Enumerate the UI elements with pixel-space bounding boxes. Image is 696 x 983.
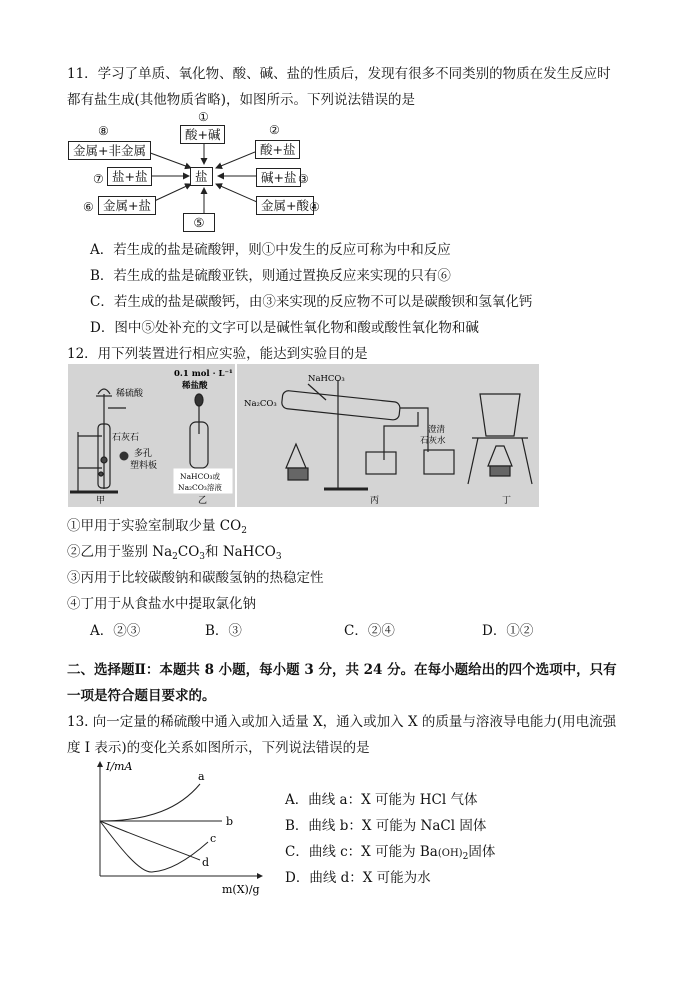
- label-8: ⑧: [98, 124, 109, 138]
- q12-statement-1: [67, 514, 247, 536]
- salt-center-box: 盐: [190, 167, 213, 186]
- curve-a: [100, 784, 200, 821]
- jia-acid-label: 稀硫酸: [116, 389, 144, 399]
- yi-solution-1: NaHCO₃或: [180, 472, 220, 481]
- yi-acid-label: 稀盐酸: [182, 381, 208, 391]
- q11-option-c: C．若生成的盐是碳酸钙，由③来实现的反应物不可以是碳酸钡和氢氧化钙: [90, 294, 533, 310]
- q11-stem-line1: 11．学习了单质、氧化物、酸、碱、盐的性质后，发现有很多不同类别的物质在发生反应时: [67, 66, 611, 82]
- q13-stem-line1: 13. 向一定量的稀硫酸中通入或加入适量 X，通入或加入 X 的质量与溶液导电能力(用电流强: [67, 714, 617, 730]
- q11-option-d: D．图中⑤处补充的文字可以是碱性氧化物和酸或酸性氧化物和碱: [90, 320, 479, 336]
- q13-option-c: [285, 840, 495, 862]
- arrow-2: [216, 152, 255, 168]
- q12-stem: 12．用下列装置进行相应实验，能达到实验目的是: [67, 346, 368, 362]
- q13-option-d: D．曲线 d：X 可能为水: [285, 870, 431, 886]
- q12-statement-4: ④丁用于从食盐水中提取氯化钠: [67, 596, 256, 612]
- q12-choice-d: D．①②: [482, 623, 534, 639]
- section2-heading-line1: 二、选择题Ⅱ：本题共 8 小题，每小题 3 分，共 24 分。在每小题给出的四个选项中，只有: [67, 662, 617, 678]
- porous-plate-icon: [120, 452, 129, 461]
- label-3: ③: [298, 172, 309, 186]
- optc-text: C．曲线 c：X 可能为 Ba: [285, 844, 438, 860]
- label-bing: 丙: [370, 496, 380, 506]
- q13-stem-line2: 度 I 表示)的变化关系如图所示，下列说法错误的是: [67, 740, 370, 756]
- curve-c: [100, 821, 208, 872]
- s2-text-c: 和 NaHCO: [205, 544, 276, 560]
- graph-ylabel: I/mA: [106, 760, 133, 773]
- q12-statement-2: [67, 540, 282, 562]
- q12-statement-3: ③丙用于比较碳酸钠和碳酸氢钠的热稳定性: [67, 570, 324, 586]
- box-metal-nonmetal: 金属+非金属: [68, 141, 151, 160]
- label-yi: 乙: [198, 496, 208, 506]
- arrow-6: [150, 184, 191, 203]
- s2-sub-a: 2: [172, 552, 178, 562]
- jia-plate-label-1: 多孔: [134, 449, 153, 459]
- label-4: ④: [309, 200, 320, 214]
- curve-a-label: a: [198, 770, 205, 783]
- q13-option-b: B．曲线 b：X 可能为 NaCl 固体: [285, 818, 487, 834]
- optc-sub: 2: [462, 852, 469, 862]
- s2-sub-b: 3: [199, 552, 206, 562]
- box-metal-salt: 金属+盐: [98, 196, 156, 215]
- yi-solution-2: Na₂CO₃溶液: [178, 483, 222, 492]
- q13-option-a: A．曲线 a：X 可能为 HCl 气体: [285, 792, 478, 808]
- box-base-salt: 碱+盐: [256, 168, 301, 187]
- jia-plate-label-2: 塑料板: [130, 461, 158, 471]
- label-jia: 甲: [96, 496, 106, 506]
- curve-d-label: d: [202, 856, 210, 869]
- box-salt-salt: 盐+盐: [107, 167, 152, 186]
- q12-apparatus-figure: [68, 364, 539, 507]
- apparatus-yi: [190, 394, 208, 468]
- apparatus-ding: [468, 394, 532, 484]
- q12-choice-b: B．③: [205, 623, 242, 639]
- q12-choice-a: A．②③: [90, 623, 141, 639]
- q11-stem-line2: 都有盐生成(其他物质省略)，如图所示。下列说法错误的是: [67, 92, 416, 108]
- bing-nahco3-label: NaHCO₃: [308, 374, 345, 384]
- label-7: ⑦: [93, 172, 104, 186]
- q11-option-b: B．若生成的盐是硫酸亚铁，则通过置换反应来实现的只有⑥: [90, 268, 451, 284]
- optc-oh: (OH): [437, 848, 463, 859]
- section2-heading-line2: 一项是符合题目要求的。: [67, 688, 216, 704]
- label-2: ②: [269, 123, 280, 137]
- label-5: ⑤: [193, 215, 205, 230]
- box-metal-acid: 金属+酸: [256, 196, 314, 215]
- q12-choice-c: C．②④: [344, 623, 395, 639]
- label-6: ⑥: [83, 200, 94, 214]
- s1-sub: 2: [241, 526, 247, 536]
- apparatus-drawing: [68, 364, 539, 507]
- bing-na2co3-label: Na₂CO₃: [244, 399, 277, 409]
- label-1: ①: [198, 110, 209, 124]
- arrow-4: [216, 184, 257, 202]
- box-blank-5: [183, 213, 215, 232]
- jia-stone-label: 石灰石: [112, 433, 140, 443]
- yi-concentration: 0.1 mol · L⁻¹: [174, 369, 233, 379]
- conductivity-graph: [90, 758, 270, 898]
- curve-b-label: b: [226, 815, 234, 828]
- s2-text-a: ②乙用于鉴别 Na: [67, 544, 173, 560]
- box-acid-base: 酸+碱: [180, 125, 225, 144]
- graph-xlabel: m(X)/g: [222, 883, 260, 896]
- q11-option-a: A．若生成的盐是硫酸钾，则①中发生的反应可称为中和反应: [90, 242, 451, 258]
- label-ding: 丁: [502, 496, 512, 506]
- bing-water-label-1: 澄清: [428, 425, 446, 435]
- arrow-8: [145, 151, 191, 168]
- s1-text: ①甲用于实验室制取少量 CO: [67, 518, 242, 534]
- bing-water-label-2: 石灰水: [420, 436, 446, 446]
- optc-tail: 固体: [468, 844, 496, 860]
- s2-sub-c: 3: [275, 552, 282, 562]
- box-acid-salt: 酸+盐: [255, 140, 300, 159]
- s2-text-b: CO: [177, 544, 200, 560]
- curve-c-label: c: [210, 832, 217, 845]
